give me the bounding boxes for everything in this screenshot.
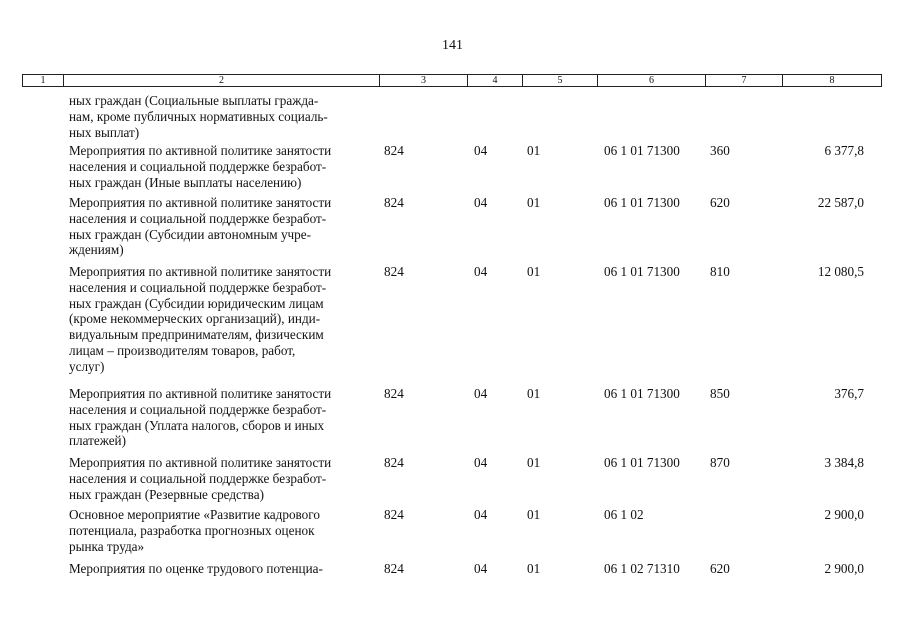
row-text-line: рынка труда» — [69, 538, 145, 554]
row-text-line: платежей) — [69, 433, 127, 449]
row-text-line: ных граждан (Уплата налогов, сборов и иных — [69, 417, 325, 433]
row-text-line: Основное мероприятие «Развитие кадрового — [69, 507, 320, 522]
row-text-line: населения и социальной поддержке безработ- — [69, 158, 327, 174]
target-article-code: 06 1 02 71310 — [604, 561, 680, 576]
subsection-code: 01 — [527, 507, 541, 522]
row-text-line: ных граждан (Иные выплаты населению) — [69, 174, 302, 190]
expense-type-code: 620 — [710, 561, 730, 576]
target-article-code: 06 1 01 71300 — [604, 455, 680, 470]
header-col-4: 4 — [468, 75, 523, 86]
expense-type-code: 870 — [710, 455, 730, 470]
row-text-line: населения и социальной поддержке безработ- — [69, 279, 327, 295]
row-description — [69, 143, 374, 190]
header-col-8: 8 — [829, 75, 835, 86]
section-code: 04 — [474, 143, 488, 158]
amount: 22 587,0 — [817, 195, 864, 210]
row-text-line: Мероприятия по активной политике занятости — [69, 386, 332, 401]
subsection-code: 01 — [527, 143, 541, 158]
row-description — [69, 195, 374, 258]
row-text-line: ных граждан (Субсидии автономным учре- — [69, 226, 312, 242]
section-code: 04 — [474, 264, 488, 279]
ministry-code: 824 — [384, 386, 404, 401]
row-text-line: Мероприятия по активной политике занятости — [69, 143, 332, 158]
ministry-code: 824 — [384, 264, 404, 279]
row-text-line: населения и социальной поддержке безработ- — [69, 401, 327, 417]
row-description — [69, 561, 374, 577]
row-text-line: потенциала, разработка прогнозных оценок — [69, 522, 315, 538]
ministry-code: 824 — [384, 507, 404, 522]
row-description — [69, 93, 374, 140]
ministry-code: 824 — [384, 195, 404, 210]
header-col-1: 1 — [23, 75, 64, 86]
row-text-line: ных граждан (Субсидии юридическим лицам — [69, 295, 324, 311]
expense-type-code: 850 — [710, 386, 730, 401]
amount: 12 080,5 — [817, 264, 864, 279]
amount: 3 384,8 — [824, 455, 864, 470]
target-article-code: 06 1 01 71300 — [604, 143, 680, 158]
header-col-7: 7 — [706, 75, 783, 86]
row-description — [69, 264, 374, 375]
row-text-line: ных граждан (Резервные средства) — [69, 486, 264, 502]
ministry-code: 824 — [384, 561, 404, 576]
expense-type-code: 810 — [710, 264, 730, 279]
header-col-6: 6 — [598, 75, 706, 86]
target-article-code: 06 1 01 71300 — [604, 386, 680, 401]
row-text-line: населения и социальной поддержке безработ- — [69, 210, 327, 226]
target-article-code: 06 1 02 — [604, 507, 644, 522]
row-text-line: населения и социальной поддержке безработ- — [69, 470, 327, 486]
amount: 2 900,0 — [824, 507, 864, 522]
section-code: 04 — [474, 455, 488, 470]
header-col-3: 3 — [380, 75, 468, 86]
section-code: 04 — [474, 386, 488, 401]
section-code: 04 — [474, 195, 488, 210]
section-code: 04 — [474, 561, 488, 576]
amount: 376,7 — [834, 386, 864, 401]
section-code: 04 — [474, 507, 488, 522]
row-description — [69, 507, 374, 554]
header-col-5: 5 — [523, 75, 598, 86]
row-text-line: Мероприятия по оценке трудового потенциа- — [69, 561, 323, 576]
row-description — [69, 455, 374, 502]
subsection-code: 01 — [527, 264, 541, 279]
subsection-code: 01 — [527, 195, 541, 210]
row-text-line: нам, кроме публичных нормативных социаль- — [69, 108, 328, 124]
amount: 2 900,0 — [824, 561, 864, 576]
row-text-line: Мероприятия по активной политике занятости — [69, 455, 332, 470]
row-text-line: лицам – производителям товаров, работ, — [69, 342, 296, 358]
header-col-2: 2 — [64, 75, 380, 86]
row-text-line: (кроме некоммерческих организаций), инди- — [69, 311, 321, 327]
amount: 6 377,8 — [824, 143, 864, 158]
row-text-line: ных выплат) — [69, 124, 140, 140]
table-header — [22, 74, 882, 87]
target-article-code: 06 1 01 71300 — [604, 195, 680, 210]
row-text-line: ждениям) — [69, 242, 124, 258]
row-text-line: Мероприятия по активной политике занятости — [69, 195, 332, 210]
row-text-line: ных граждан (Социальные выплаты гражда- — [69, 93, 319, 108]
subsection-code: 01 — [527, 455, 541, 470]
row-text-line: видуальным предпринимателям, физическим — [69, 327, 324, 343]
target-article-code: 06 1 01 71300 — [604, 264, 680, 279]
row-description — [69, 386, 374, 449]
row-text-line: услуг) — [69, 358, 105, 374]
ministry-code: 824 — [384, 143, 404, 158]
row-text-line: Мероприятия по активной политике занятости — [69, 264, 332, 279]
subsection-code: 01 — [527, 561, 541, 576]
expense-type-code: 360 — [710, 143, 730, 158]
subsection-code: 01 — [527, 386, 541, 401]
ministry-code: 824 — [384, 455, 404, 470]
page-number: 141 — [442, 38, 463, 53]
expense-type-code: 620 — [710, 195, 730, 210]
